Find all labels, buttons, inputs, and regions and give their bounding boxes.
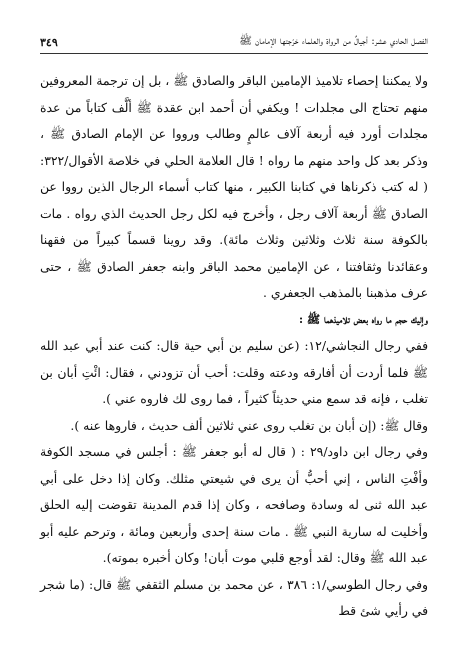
page-number: ٣٤٩ xyxy=(40,35,58,49)
paragraph-4: وقال ﷺ: (إن أبان بن تغلب روى عني ثلاثين ألف حديث ، فاروها عنه ). xyxy=(70,417,428,433)
chapter-title: الفصل الحادي عشر: أجيالٌ من الرواة والعلماء خرّجتها الإمامان ﷺ xyxy=(239,34,428,47)
page-header xyxy=(40,34,428,54)
paragraph-1: ولا يمكننا إحصاء تلاميذ الإمامين الباقر والصادق ﷺ ، بل إن ترجمة المعروفين منهم تحتاج الى مجلدات ! ويكفي أن أحمد ابن عقدة ﷺ ألَّف كتاباً من عدة مجلدات أورد فيه أربعة آلاف عالمٍ وطالب ورووا عن الإمام الصادق ﷺ ، وذكر بعد كل واحد منهم ما رواه ! قال العلامة الحلي في خلاصة الأقوال/٣٢٢: ( له كتب ذكرناها في كتابنا الكبير ، منها كتاب أسماء الرجال الذين رووا عن الصادق ﷺ أربعة آلاف رجل ، وأخرج فيه لكل رجل الحديث الذي رواه . مات بالكوفة سنة ثلاث وثلاثين وثلاث مائة). وقد روينا قسماً كبيراً من فقهنا وعقائدنا وثقافتنا ، عن الإمامين محمد الباقر وابنه جعفر الصادق ﷺ ، حتى عرف مذهبنا بالمذهب الجعفري . xyxy=(40,73,428,300)
paragraph-3: ففي رجال النجاشي/١٢: (عن سليم بن أبي حية قال: كنت عند أبي عبد الله ﷺ فلما أردت أن أفارقه ودعته وقلت: أحب أن تزودني ، فقال: ائْتِ أبان بن تغلب ، فإنه قد سمع مني حديثاً كثيراً ، فما روى لك فاروه عني ). xyxy=(40,338,429,406)
page-body xyxy=(40,68,428,625)
paragraph-2: وإليك حجم ما رواه بعض تلاميذهما ﷺ : xyxy=(299,312,428,326)
paragraph-5: وفي رجال ابن داود/٢٩ : ( قال له أبو جعفر ﷺ : أجلس في مسجد الكوفة وأفْتِ الناس ، إني أحبُّ أن يرى في شيعتي مثلك. وكان إذا دخل على أبي عبد الله ثنى له وسادة وصافحه ، وكان إذا قدم المدينة تقوضت إليه الحلق وأخليت له سارية النبي ﷺ . مات سنة إحدى وأربعين ومائة ، وترحم عليه أبو عبد الله ﷺ وقال: لقد أوجع قلبي موت أبان! وكان أخبره بموته). xyxy=(40,444,428,565)
paragraph-6: وفي رجال الطوسي/١: ٣٨٦ ، عن محمد بن مسلم الثقفي ﷺ قال: (ما شجر في رأيي شئ قط xyxy=(40,576,428,618)
